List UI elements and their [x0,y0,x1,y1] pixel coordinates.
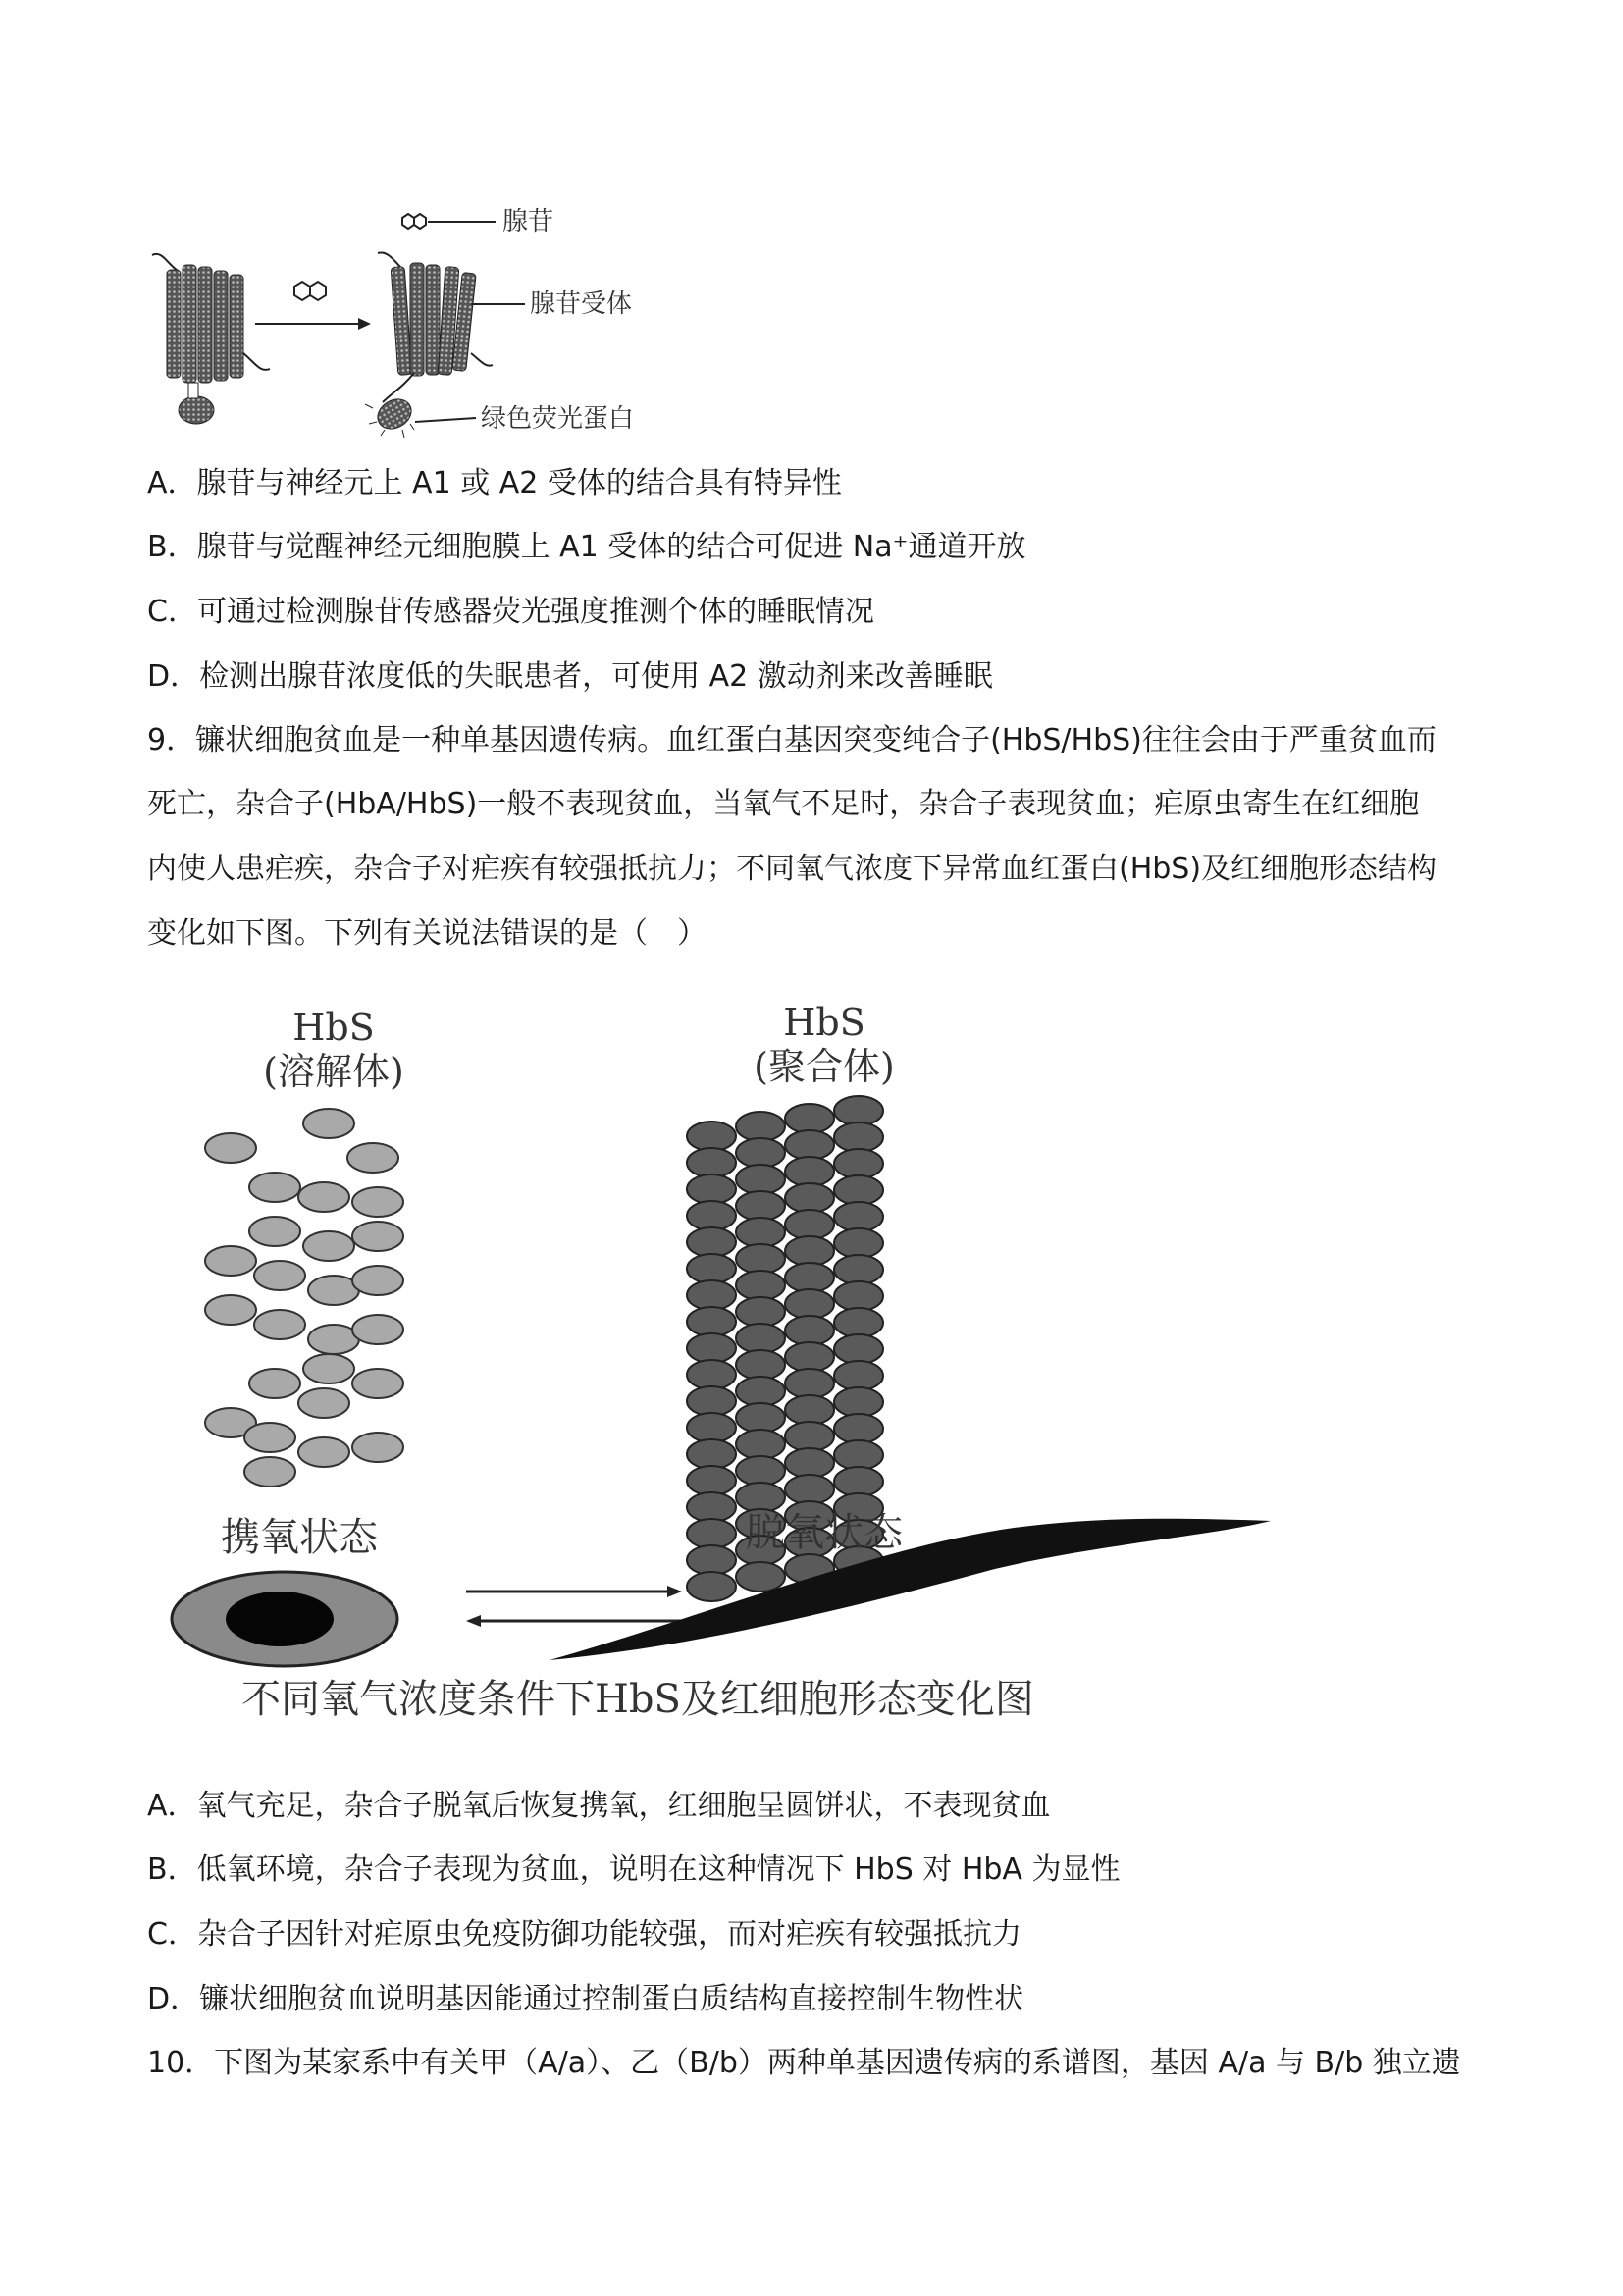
hbs-polymer-oval [736,1562,785,1592]
hbs-soluble-oval [303,1109,354,1138]
hbs-polymer-oval [785,1475,834,1504]
hbs-polymer-oval [785,1342,834,1372]
right-state-label: 脱氧状态 [746,1510,903,1555]
hbs-polymer-oval [834,1175,883,1205]
receptor-active [365,214,493,438]
hbs-soluble-oval [303,1231,354,1261]
hbs-polymer-oval [736,1324,785,1353]
q9-stem-line-4: 变化如下图。下列有关说法错误的是（ ） [147,916,707,951]
hbs-polymer-oval [834,1414,883,1443]
hbs-polymer-oval [834,1122,883,1152]
hbs-soluble-oval [298,1437,349,1467]
hbs-polymer-oval [736,1191,785,1221]
left-subtitle: (溶解体) [263,1050,404,1093]
q9-option-c: C．杂合子因针对疟原虫免疫防御功能较强，而对疟疾有较强抵抗力 [147,1917,1021,1952]
hbs-polymer-oval [834,1361,883,1390]
hbs-polymer-oval [687,1148,736,1177]
q9-option-a: A．氧气充足，杂合子脱氧后恢复携氧，红细胞呈圆饼状，不表现贫血 [147,1789,1051,1823]
hbs-polymer-oval [687,1545,736,1575]
hbs-polymer-oval [785,1395,834,1425]
hbs-soluble-oval [249,1369,300,1398]
hbs-soluble-oval [352,1315,403,1344]
hbs-soluble-oval [205,1133,256,1163]
hbs-polymer-oval [736,1112,785,1141]
hbs-polymer-oval [785,1210,834,1239]
hbs-polymer-oval [834,1387,883,1417]
receptor-inactive [152,254,270,424]
hbs-polymer-oval [785,1183,834,1213]
q8-option-a: A．腺苷与神经元上 A1 或 A2 受体的结合具有特异性 [147,466,842,500]
hbs-polymer-oval [834,1308,883,1337]
hbs-polymer-oval [834,1096,883,1125]
hbs-polymer-oval [687,1280,736,1310]
adenosine-sensor-figure [137,196,687,451]
hbs-polymer-oval [834,1202,883,1231]
sickle-red-cell [550,1519,1271,1660]
hbs-polymer-oval [687,1519,736,1548]
hbs-polymer-oval [834,1149,883,1178]
hbs-polymer-oval [785,1316,834,1345]
right-title: HbS [783,1001,865,1044]
hbs-polymer-oval [736,1456,785,1486]
hbs-polymer-oval [687,1333,736,1363]
hbs-soluble-oval [249,1217,300,1246]
figure-caption: 不同氧气浓度条件下HbS及红细胞形态变化图 [241,1677,1034,1722]
hbs-soluble-oval [352,1369,403,1398]
hbs-polymer-oval [687,1439,736,1469]
hbs-polymer-oval [834,1228,883,1258]
hbs-soluble-oval [298,1388,349,1418]
hbs-polymer-oval [834,1334,883,1364]
hbs-soluble-oval [352,1222,403,1251]
hbs-polymer-oval [834,1440,883,1470]
hbs-polymer-oval [785,1236,834,1266]
hbs-polymer-oval [736,1138,785,1168]
hbs-polymer-oval [687,1174,736,1204]
hbs-soluble-oval [244,1423,295,1452]
right-subtitle: (聚合体) [754,1045,895,1088]
hbs-polymer-oval [785,1263,834,1292]
hbs-soluble-oval [352,1433,403,1462]
hbs-soluble-oval [352,1187,403,1217]
label-adenosine-receptor: 腺苷受体 [530,289,633,319]
hbs-polymer-oval [834,1281,883,1311]
q8-option-b: B．腺苷与觉醒神经元细胞膜上 A1 受体的结合可促进 Na⁺通道开放 [147,530,1026,564]
label-gfp: 绿色荧光蛋白 [481,404,635,434]
q9-stem-line-1: 9．镰状细胞贫血是一种单基因遗传病。血红蛋白基因突变纯合子(HbS/HbS)往往会由于严重贫血而 [147,723,1437,757]
hbs-soluble-oval [254,1261,305,1290]
hbs-polymer-oval [687,1386,736,1416]
hbs-polymer-oval [785,1130,834,1160]
hbs-polymer-oval [834,1255,883,1284]
binding-arrow-icon [255,318,371,330]
hbs-state-figure [147,991,1325,1737]
hbs-polymer-oval [736,1218,785,1247]
hbs-polymer-oval [687,1413,736,1442]
q9-option-b: B．低氧环境，杂合子表现为贫血，说明在这种情况下 HbS 对 HbA 为显性 [147,1852,1121,1887]
hbs-polymer-oval [785,1422,834,1451]
q9-option-d: D．镰状细胞贫血说明基因能通过控制蛋白质结构直接控制生物性状 [147,1982,1024,2016]
normal-red-cell [172,1572,397,1666]
hbs-polymer-oval [834,1467,883,1496]
left-state-label: 携氧状态 [221,1515,378,1560]
hbs-polymer-oval [785,1448,834,1478]
q8-option-d: D．检测出腺苷浓度低的失眠患者，可使用 A2 激动剂来改善睡眠 [147,659,993,694]
q8-option-c: C．可通过检测腺苷传感器荧光强度推测个体的睡眠情况 [147,595,874,629]
left-title: HbS [292,1006,375,1049]
adenosine-molecule-icon [294,282,326,300]
hbs-soluble-oval [205,1295,256,1325]
hbs-polymer-oval [736,1483,785,1512]
hbs-polymer-oval [736,1297,785,1327]
hbs-polymer-oval [736,1403,785,1433]
hbs-soluble-oval [249,1173,300,1202]
hbs-soluble-molecules [205,1109,403,1487]
hbs-polymer-oval [687,1360,736,1389]
hbs-soluble-oval [303,1354,354,1383]
q9-stem-line-2: 死亡，杂合子(HbA/HbS)一般不表现贫血，当氧气不足时，杂合子表现贫血；疟原虫寄生在红细胞 [147,787,1420,821]
hbs-soluble-oval [352,1266,403,1295]
hbs-polymer-oval [736,1377,785,1406]
hbs-polymer-oval [736,1350,785,1380]
reversible-arrows-icon [466,1586,682,1627]
hbs-soluble-oval [244,1457,295,1487]
hbs-polymer-oval [785,1369,834,1398]
hbs-polymer-oval [736,1244,785,1274]
q10-stem-line-1: 10．下图为某家系中有关甲（A/a）、乙（B/b）两种单基因遗传病的系谱图，基因 A/a 与 B/b 独立遗 [147,2046,1461,2080]
hbs-polymer-oval [687,1227,736,1257]
hbs-soluble-oval [298,1182,349,1212]
q9-stem-line-3: 内使人患疟疾，杂合子对疟疾有较强抵抗力；不同氧气浓度下异常血红蛋白(HbS)及红细胞形态结构 [147,852,1438,886]
hbs-polymer-oval [687,1492,736,1522]
hbs-soluble-oval [347,1143,398,1173]
hbs-polymer-oval [687,1466,736,1495]
hbs-polymer-oval [687,1572,736,1601]
hbs-polymer-oval [785,1157,834,1186]
hbs-polymer-oval [687,1307,736,1336]
hbs-polymer-oval [736,1165,785,1194]
hbs-polymer-oval [785,1104,834,1133]
hbs-polymer-oval [687,1201,736,1230]
hbs-polymer-oval [687,1254,736,1283]
hbs-polymer-oval [736,1271,785,1300]
hbs-polymer-oval [785,1289,834,1319]
hbs-soluble-oval [205,1246,256,1276]
hbs-soluble-oval [254,1310,305,1339]
hbs-polymer-oval [687,1122,736,1151]
label-adenosine: 腺苷 [502,207,554,236]
hbs-polymer-oval [736,1430,785,1459]
